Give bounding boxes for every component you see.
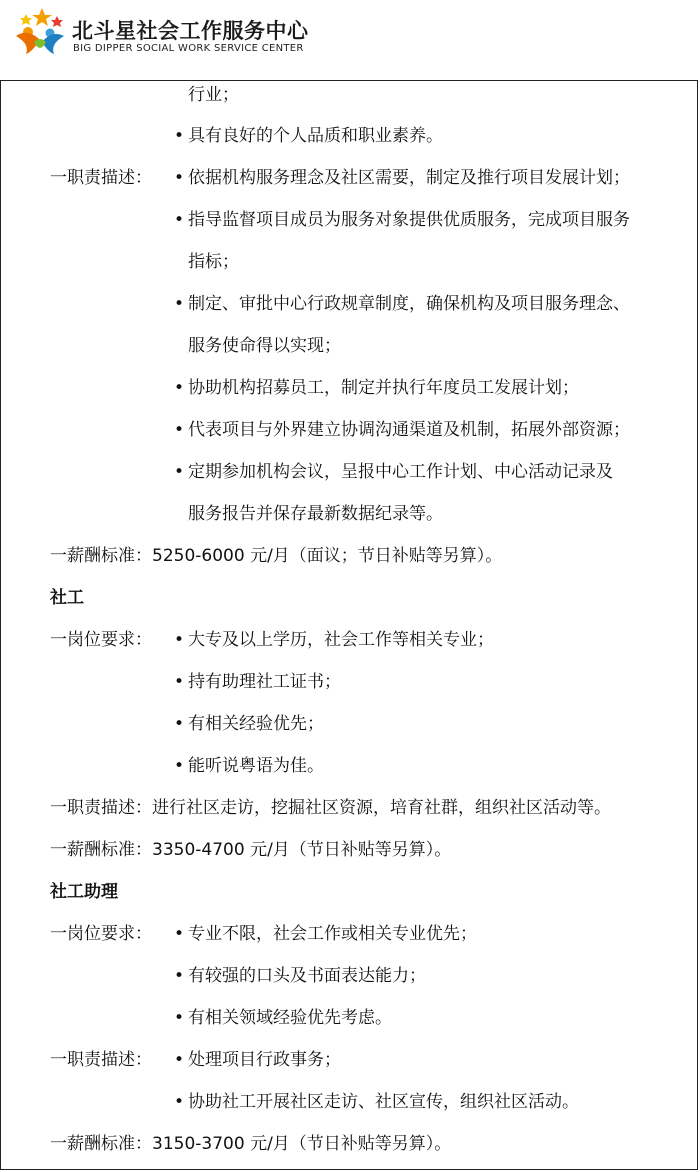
list-item: • 能听说粤语为佳。 <box>174 756 324 776</box>
list-item: • 协助社工开展社区走访、社区宣传，组织社区活动。 <box>174 1092 579 1112</box>
duty-label: 一职责描述： <box>50 1050 152 1070</box>
list-item: • 具有良好的个人品质和职业素养。 <box>174 126 443 146</box>
list-item: • 大专及以上学历，社会工作等相关专业； <box>174 630 494 650</box>
list-item: • 指导监督项目成员为服务对象提供优质服务，完成项目服务 <box>174 210 630 230</box>
duty-label: 一职责描述： <box>50 168 152 188</box>
salary-line: 一薪酬标准：5250-6000 元/月（面议；节日补贴等另算）。 <box>50 546 503 566</box>
org-name-cn: 北斗星社会工作服务中心 <box>72 19 309 43</box>
list-item: • 协助机构招募员工，制定并执行年度员工发展计划； <box>174 378 579 398</box>
duty-line: 一职责描述：进行社区走访，挖掘社区资源，培育社群，组织社区活动等。 <box>50 798 611 818</box>
list-item: • 有相关领域经验优先考虑。 <box>174 1008 392 1028</box>
list-item: 服务使命得以实现； <box>188 336 341 356</box>
requirement-label: 一岗位要求： <box>50 630 152 650</box>
list-item: • 定期参加机构会议，呈报中心工作计划、中心活动记录及 <box>174 462 613 482</box>
org-name-en: BIG DIPPER SOCIAL WORK SERVICE CENTER <box>73 43 304 54</box>
list-item: • 有相关经验优先； <box>174 714 324 734</box>
salary-line: 一薪酬标准：3150-3700 元/月（节日补贴等另算）。 <box>50 1134 452 1154</box>
list-item: • 有较强的口头及书面表达能力； <box>174 966 426 986</box>
list-item: 行业； <box>188 85 239 105</box>
page-header <box>0 0 700 80</box>
list-item: • 依据机构服务理念及社区需要，制定及推行项目发展计划； <box>174 168 630 188</box>
section-title: 社工助理 <box>50 882 118 902</box>
list-item: 指标； <box>188 252 239 272</box>
requirement-label: 一岗位要求： <box>50 924 152 944</box>
list-item: 服务报告并保存最新数据纪录等。 <box>188 504 443 524</box>
stars-people-logo-icon <box>12 6 68 56</box>
section-title: 社工 <box>50 588 84 608</box>
list-item: • 代表项目与外界建立协调沟通渠道及机制，拓展外部资源； <box>174 420 630 440</box>
list-item: • 制定、审批中心行政规章制度，确保机构及项目服务理念、 <box>174 294 630 314</box>
list-item: • 专业不限，社会工作或相关专业优先； <box>174 924 477 944</box>
list-item: • 处理项目行政事务； <box>174 1050 341 1070</box>
list-item: • 持有助理社工证书； <box>174 672 341 692</box>
salary-line: 一薪酬标准：3350-4700 元/月（节日补贴等另算）。 <box>50 840 452 860</box>
